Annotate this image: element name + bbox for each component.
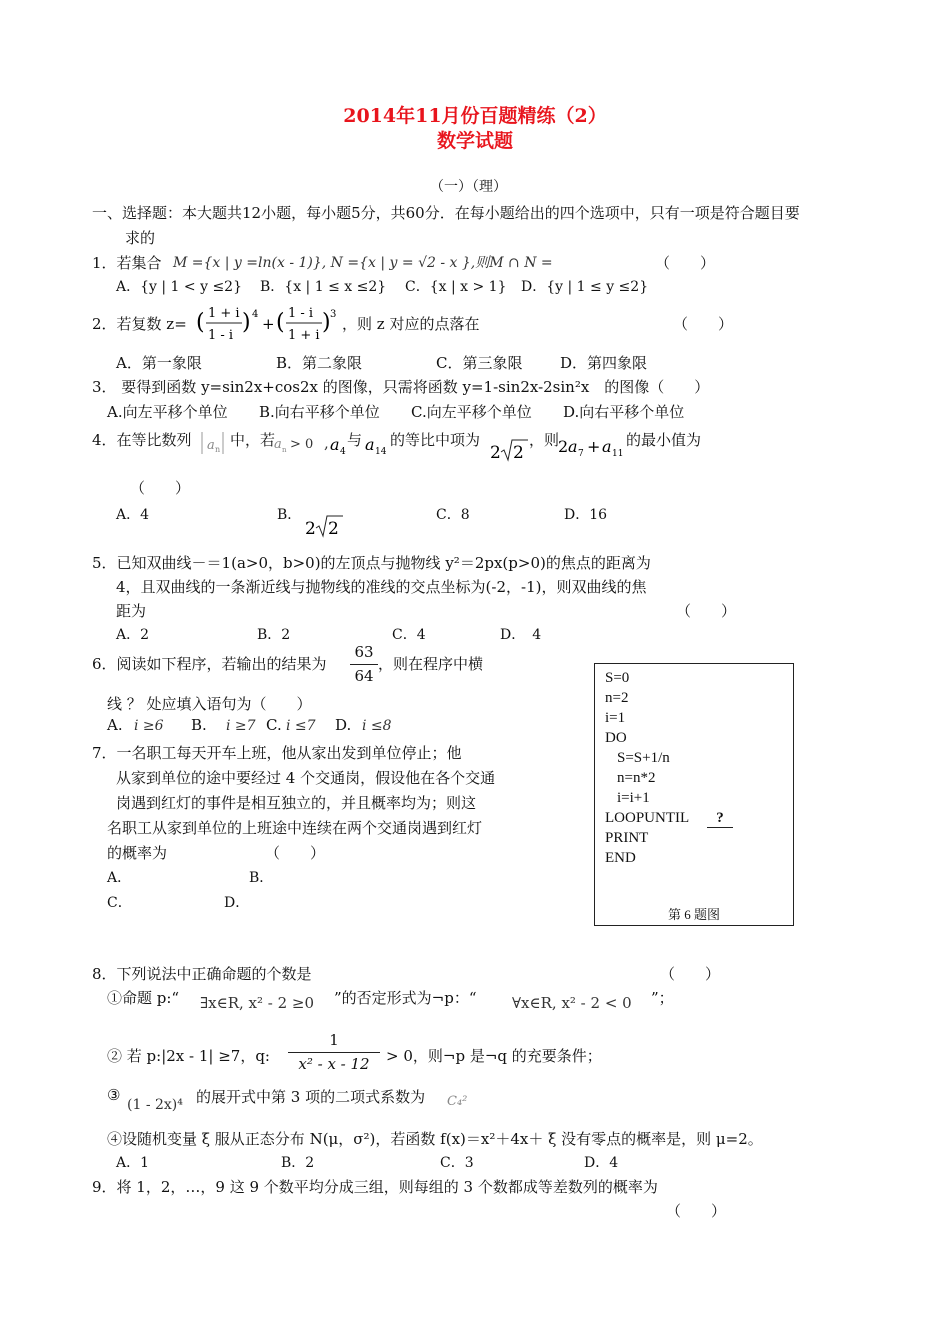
svg-text:1 - i: 1 - i (208, 328, 234, 343)
program-line: LOOPUNTIL (605, 810, 690, 826)
q1-option-c: C．{x | x > 1} (405, 279, 507, 295)
q8-statement1-expr: ∃x∈R, x² - 2 ≥0 (200, 994, 315, 1012)
q6-line1: 6．阅读如下程序，若输出的结果为 (92, 655, 327, 673)
q4-option-a: A．4 (116, 507, 150, 523)
svg-text:11: 11 (612, 449, 624, 459)
svg-text:2: 2 (328, 519, 339, 539)
svg-text:(: ( (276, 310, 285, 335)
q4-part5: ，则 (529, 431, 560, 449)
q6-option-a: A. (107, 716, 123, 734)
q6-option-b: B. (191, 716, 207, 734)
q6-line1-tail: ，则在程序中横 (378, 655, 484, 673)
q4-part6: 的最小值为 (626, 431, 702, 449)
svg-text:): ) (242, 310, 251, 335)
svg-text:,: , (324, 434, 329, 452)
program-line: i=i+1 (617, 790, 650, 806)
q4-option-c: C．8 (436, 507, 470, 523)
q4-part1: 4．在等比数列 (92, 431, 192, 449)
q1-option-a: A．{y | 1 < y ≤2} (116, 279, 242, 295)
q8-statement2-numerator: 1 (329, 1031, 339, 1049)
q4-option-d: D．16 (564, 507, 608, 523)
q4-answer-paren: （ ） (130, 479, 191, 497)
q4-sequence-symbol (199, 428, 229, 458)
svg-text:): ) (322, 310, 331, 335)
q3-option-b: B.向右平移个单位 (259, 403, 380, 421)
svg-text:2: 2 (558, 437, 569, 456)
q5-answer-paren: （ ） (676, 602, 737, 620)
q6-option-b-expr: i ≥7 (226, 718, 256, 734)
svg-text:4: 4 (252, 309, 259, 320)
q6-line2: 线 ？ 处应填入语句为（ ） (107, 695, 312, 713)
svg-text:2: 2 (513, 443, 524, 463)
q7-line3: 岗遇到红灯的事件是相互独立的，并且概率均为；则这 (116, 794, 477, 812)
q8-statement3-c: 的展开式中第 3 项的二项式系数为 (196, 1088, 426, 1106)
program-line: n=n*2 (617, 770, 656, 786)
program-box (594, 663, 794, 926)
svg-text:2: 2 (305, 519, 316, 539)
q8-statement2-denominator: x² - x - 12 (298, 1055, 370, 1073)
q5-line2: 4，且双曲线的一条渐近线与抛物线的准线的交点坐标为(-2，-1)，则双曲线的焦 (116, 578, 647, 596)
program-line: S=S+1/n (617, 750, 670, 766)
svg-text:(: ( (196, 310, 205, 335)
q4-option-b-value (303, 510, 345, 540)
q8-statement4: ④设随机变量 ξ 服从正态分布 N(μ，σ²)，若函数 f(x)＝x²＋4x＋ ξ 没有零点的概率是，则 μ=2。 (107, 1130, 763, 1148)
q6-fraction-bar (350, 664, 378, 665)
q2-option-c: C．第三象限 (436, 354, 523, 372)
q8-option-d: D．4 (584, 1155, 619, 1171)
q6-option-c-expr: i ≤7 (286, 718, 316, 734)
q7-answer-paren: （ ） (265, 844, 326, 862)
q1-option-d: D．{y | 1 ≤ y ≤2} (521, 279, 649, 295)
svg-text:+: + (262, 315, 275, 333)
q8-statement1-neg-expr: ∀x∈R, x² - 2 < 0 (512, 994, 632, 1012)
svg-text:a: a (274, 437, 282, 452)
q8-line1: 8．下列说法中正确命题的个数是 (92, 965, 312, 983)
q6-option-c: C. (266, 716, 282, 734)
q9-line1: 9．将 1，2，…，9 这 9 个数平均分成三组，则每组的 3 个数都成等差数列的概率为 (92, 1178, 658, 1196)
q5-line3: 距为 (116, 602, 147, 620)
q8-statement2-a: ② 若 p:|2x - 1| ≥7，q: (107, 1047, 270, 1065)
q2-tail: ，则 z 对应的点落在 (342, 315, 480, 333)
q7-line1: 7．一名职工每天开车上班，他从家出发到单位停止；他 (92, 744, 462, 762)
q3-option-d: D.向右平移个单位 (563, 403, 685, 421)
q4-a14 (363, 432, 393, 460)
q8-statement1-e: ”； (651, 989, 674, 1007)
q8-option-a: A．1 (116, 1155, 150, 1171)
program-line: i=1 (605, 710, 626, 726)
q8-statement1-a: ①命题 p:“ (107, 989, 180, 1007)
q1-expression: M ={x | y =ln(x - 1)}, N ={x | y = √2 - x },则M ∩ N = (173, 255, 553, 271)
q5-option-d: D． 4 (500, 627, 542, 643)
q3-text: 3． 要得到函数 y=sin2x+cos2x 的图像，只需将函数 y=1-sin2x-2sin²x 的图像（ ） (92, 378, 710, 396)
q2-option-b: B．第二象限 (276, 354, 363, 372)
q8-statement3-expr: (1 - 2x)⁴ (127, 1097, 183, 1113)
q1-number: 1．若集合 (92, 254, 162, 272)
svg-text:1 + i: 1 + i (288, 328, 320, 343)
svg-text:14: 14 (375, 447, 387, 457)
q9-answer-paren: （ ） (666, 1202, 727, 1220)
q2-option-d: D．第四象限 (560, 354, 648, 372)
q6-option-d: D. (335, 716, 352, 734)
svg-text:1 - i: 1 - i (288, 306, 314, 321)
svg-text:3: 3 (330, 309, 336, 320)
q6-option-a-expr: i ≥6 (134, 718, 164, 734)
q4-option-b: B． (277, 507, 302, 523)
q4-an-positive (272, 432, 322, 458)
q7-option-d: D． (224, 895, 250, 911)
q3-option-a: A.向左平移个单位 (107, 403, 228, 421)
program-line: END (605, 850, 636, 866)
program-line: n=2 (605, 690, 629, 706)
q2-number: 2．若复数 z= (92, 315, 187, 333)
q1-option-b: B．{x | 1 ≤ x ≤2} (260, 279, 387, 295)
svg-text:n: n (215, 445, 221, 454)
svg-text:+: + (587, 437, 601, 456)
section-heading: 一、选择题：本大题共12小题，每小题5分，共60分．在每小题给出的四个选项中，只有一项是符合题目要 (92, 204, 800, 222)
svg-text:a: a (365, 435, 375, 454)
q8-statement2-b: > 0，则¬p 是¬q 的充要条件； (386, 1047, 602, 1065)
section-heading-cont: 求的 (125, 229, 156, 247)
page-subtitle: 数学试题 (436, 130, 513, 152)
q5-option-c: C．4 (392, 627, 426, 643)
program-line: DO (605, 730, 627, 746)
q4-part4: 的等比中项为 (390, 431, 481, 449)
q8-option-b: B．2 (281, 1155, 315, 1171)
q7-option-b: B． (249, 870, 274, 886)
q4-min-expression (556, 432, 626, 460)
q2-complex-fraction (196, 302, 336, 344)
q5-option-a: A．2 (116, 627, 150, 643)
svg-text:n: n (282, 446, 287, 454)
q7-option-a: A． (107, 870, 132, 886)
program-line: S=0 (605, 670, 630, 686)
svg-text:a: a (568, 437, 578, 456)
svg-text:a: a (330, 435, 340, 454)
program-caption: 第 6 题图 (667, 907, 720, 922)
q7-line5: 的概率为 (107, 844, 168, 862)
svg-text:a: a (207, 438, 215, 453)
q8-statement2-fraction-bar (288, 1052, 380, 1053)
q5-option-b: B．2 (257, 627, 291, 643)
svg-text:> 0: > 0 (290, 437, 314, 452)
q7-line2: 从家到单位的途中要经过 4 个交通岗，假设他在各个交通 (116, 769, 496, 787)
page-title: 2014年11月份百题精练（2） (343, 105, 607, 127)
program-line: PRINT (605, 830, 649, 846)
svg-text:2: 2 (490, 443, 501, 463)
q6-fraction-denominator: 64 (354, 667, 374, 685)
q5-line1: 5．已知双曲线－＝1(a>0，b>0)的左顶点与抛物线 y²＝2px(p>0)的焦点的距离为 (92, 554, 651, 572)
q4-part2: 中，若 (230, 431, 276, 449)
q8-statement3-a: ③ (107, 1086, 121, 1104)
svg-text:1 + i: 1 + i (208, 306, 240, 321)
q4-two-root-two (488, 434, 530, 464)
q8-answer-paren: （ ） (660, 965, 721, 983)
q8-statement1-c: ”的否定形式为¬p：“ (334, 989, 477, 1007)
q6-option-d-expr: i ≤8 (362, 718, 392, 734)
q8-option-c: C．3 (440, 1155, 474, 1171)
section-label: （一）（理） (430, 179, 507, 195)
svg-text:4: 4 (340, 447, 346, 457)
svg-text:a: a (602, 437, 612, 456)
q2-option-a: A．第一象限 (116, 354, 202, 372)
program-blank: ? (707, 810, 733, 828)
q8-statement3-binomial: C₄² (447, 1094, 468, 1109)
q7-line4: 名职工从家到单位的上班途中连续在两个交通岗遇到红灯 (107, 819, 483, 837)
q6-fraction-numerator: 63 (354, 643, 374, 661)
q1-answer-paren: （ ） (655, 254, 716, 272)
q3-option-c: C.向左平移个单位 (411, 403, 532, 421)
q2-answer-paren: （ ） (673, 315, 734, 333)
q7-option-c: C． (107, 895, 132, 911)
q4-part3: 与 (347, 431, 363, 449)
svg-text:7: 7 (578, 449, 584, 459)
